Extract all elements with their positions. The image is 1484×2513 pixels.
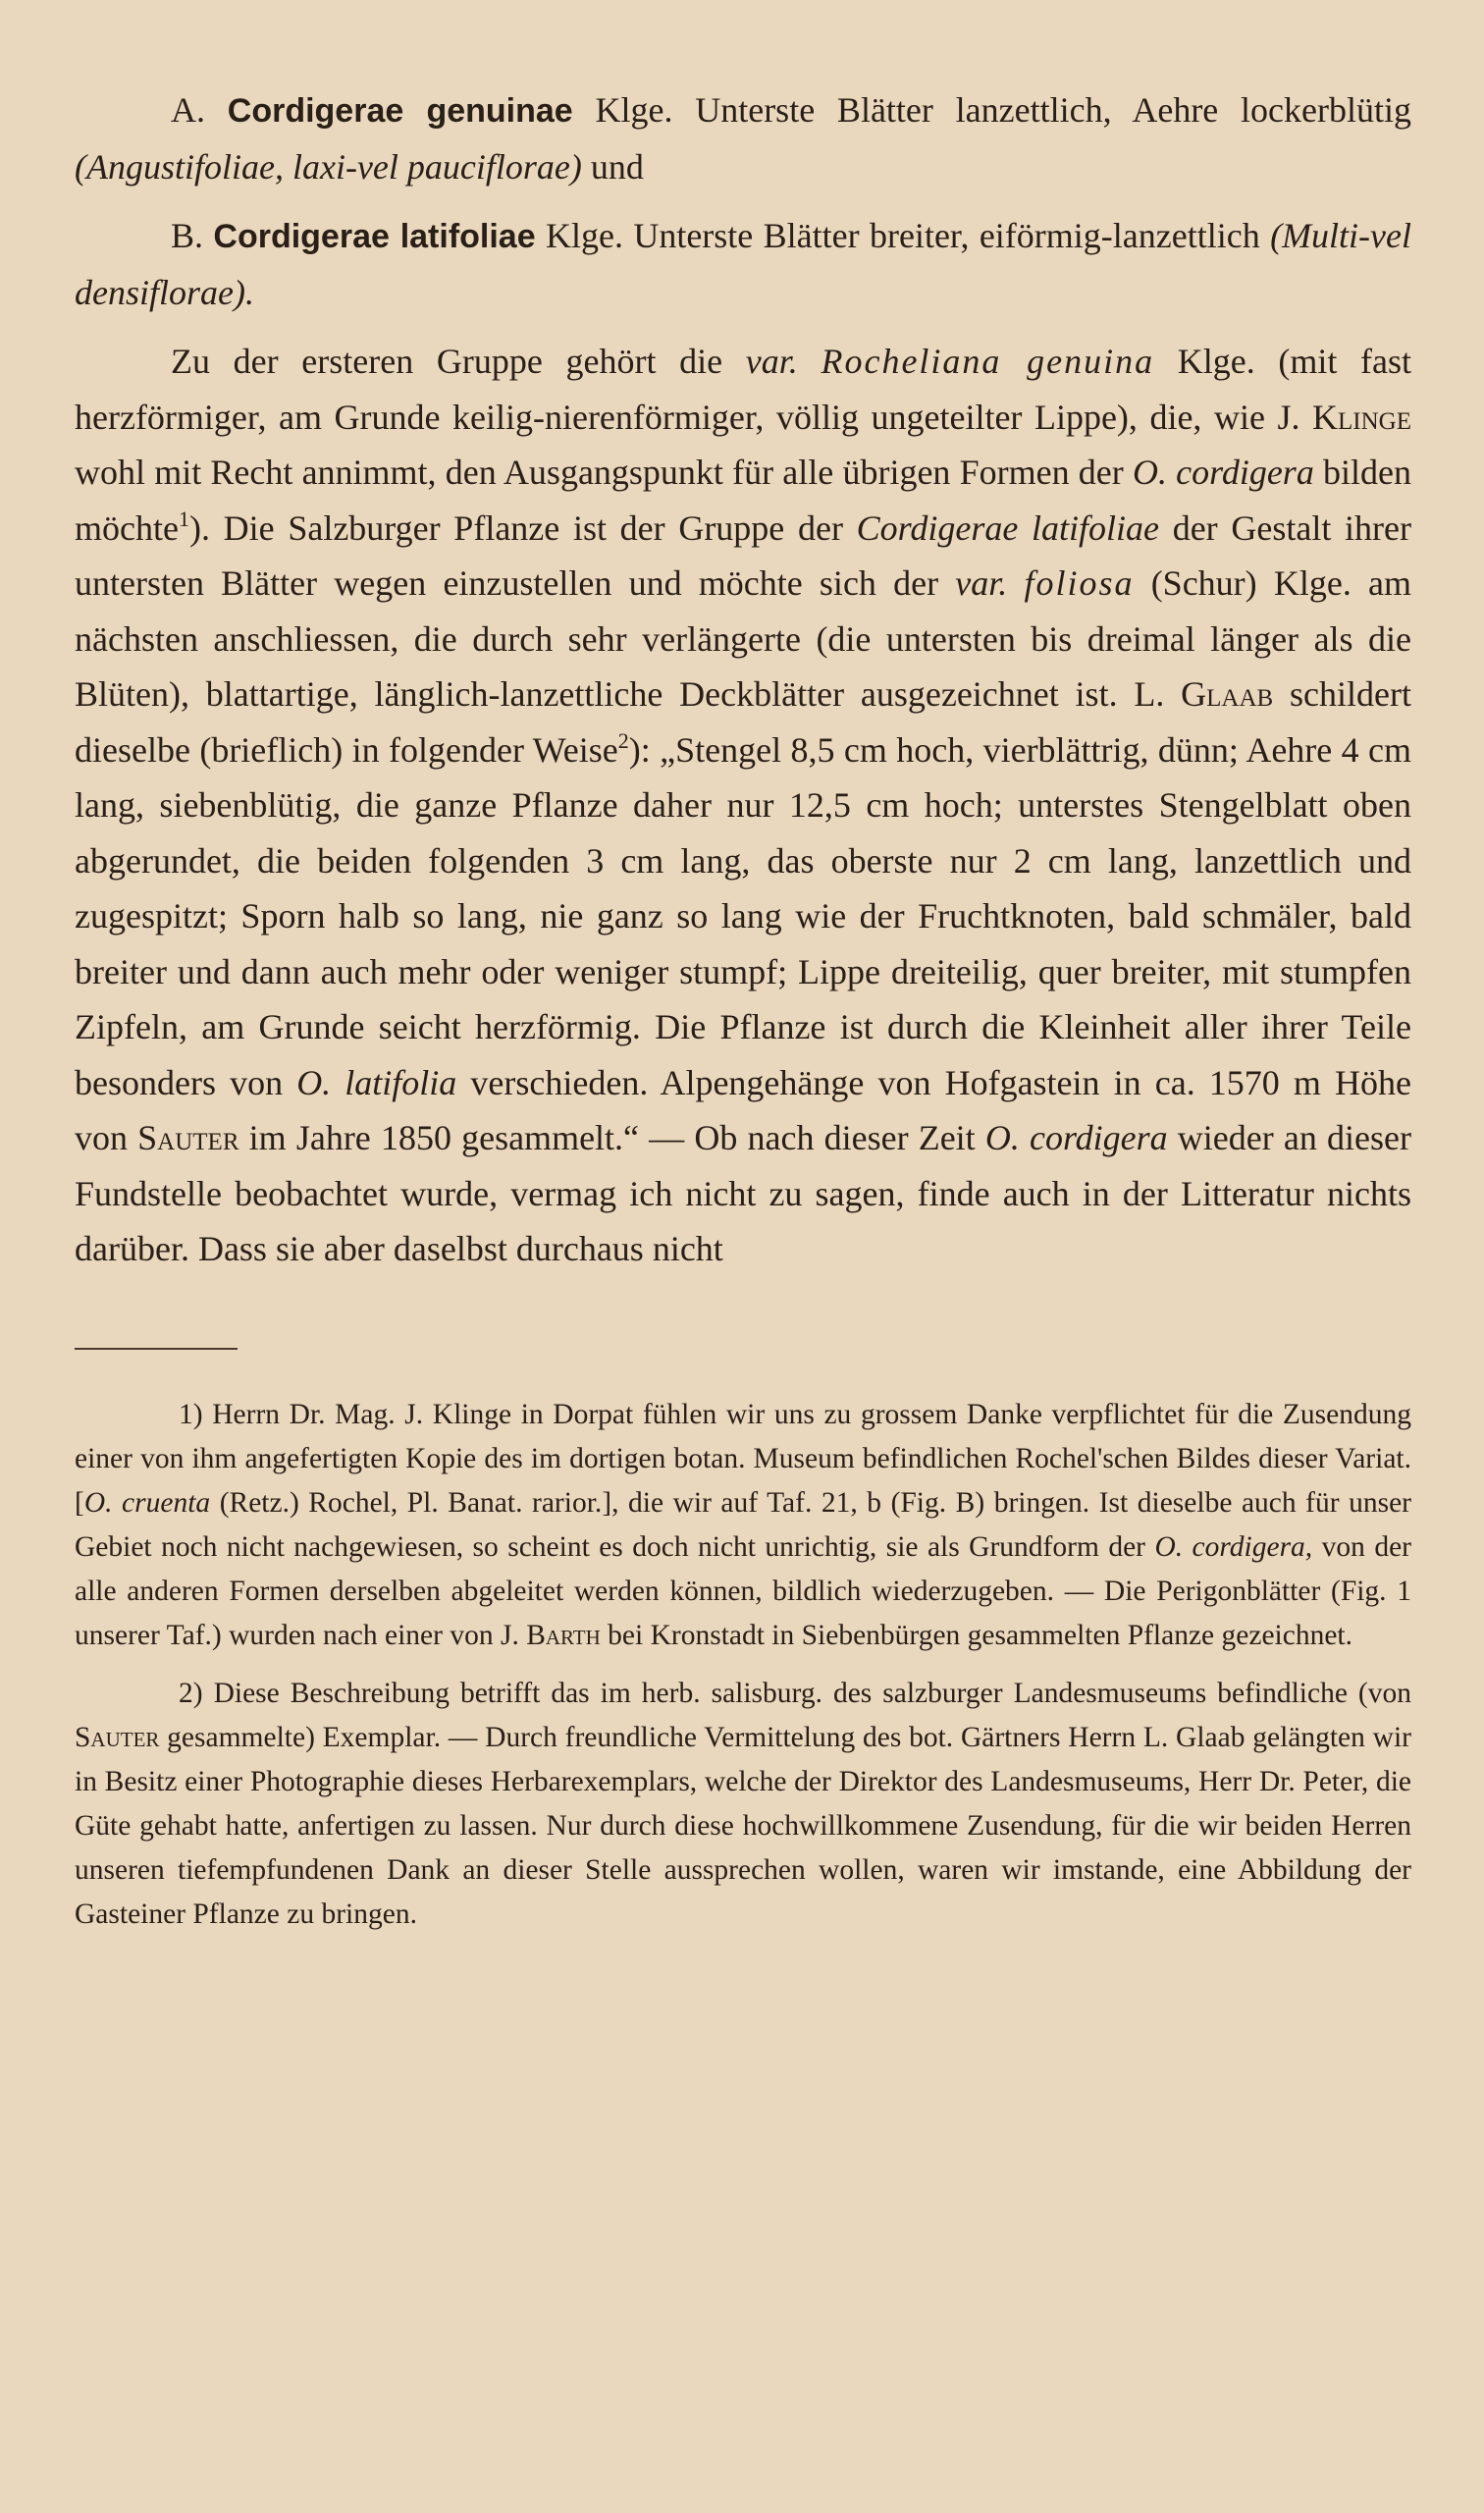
var-abbrev-2: var. — [955, 563, 1008, 603]
main-text-1: Zu der ersteren Gruppe gehört die — [171, 342, 746, 381]
footnotes — [75, 1393, 1411, 1937]
paragraph-b-label: B. — [171, 216, 204, 255]
footnote-ref-2[interactable]: 2 — [617, 727, 629, 753]
species-cordigera-3: O. cordigera, — [1154, 1530, 1313, 1563]
group-name-latifoliae: Cordigerae latifoliae — [213, 218, 536, 255]
group-cordigerae-latifoliae: Cordigerae latifoliae — [856, 508, 1159, 548]
footnote-separator — [75, 1348, 238, 1350]
main-text-9: ): „Stengel 8,5 cm hoch, vierblättrig, dünn; Aehre 4 cm lang, siebenblütig, die ganze Pflanze daher nur 12,5 cm hoch; unterstes Stengelblatt oben abgerundet, die beiden folgenden 3 cm lang, das oberste nur 2 cm lang, lanzettlich und zugespitzt; Sporn halb so lang, nie ganz so lang wie der Fruchtknoten, bald schmäler, bald breiter und dann auch mehr oder weniger stumpf; Lippe dreiteilig, quer breiter, mit stumpfen Zipfeln, am Grunde seicht herzförmig. Die Pflanze ist durch die Kleinheit aller ihrer Teile besonders von — [75, 729, 1412, 1102]
paragraph-b-text: Klge. Unterste Blätter breiter, eiförmig-lanzettlich — [535, 216, 1271, 255]
main-text-3: wohl mit Recht annimmt, den Ausgangspunkt für alle übrigen Formen der — [75, 453, 1133, 492]
main-text-11: im Jahre 1850 gesammelt.“ — Ob nach dieser Zeit — [238, 1118, 985, 1157]
species-cruenta: O. cruenta — [83, 1486, 211, 1519]
footnote-1-text-3: von der alle anderen Formen derselben abgeleitet werden können, bildlich wiederzugeben. — Die Perigonblätter (Fig. 1 unserer Taf.) wurden nach einer von J. — [75, 1530, 1411, 1651]
footnote-2-text-1: 2) Diese Beschreibung betrifft das im herb. salisburg. des salzburger Landesmuseums befindliche (von — [179, 1677, 1411, 1709]
species-latifolia: O. latifolia — [296, 1062, 457, 1102]
footnote-1-text-4: bei Kronstadt in Siebenbürgen gesammelten Pflanze gezeichnet. — [600, 1619, 1353, 1651]
var-abbrev-1: var. — [745, 342, 798, 381]
paragraph-main — [75, 334, 1411, 1277]
paragraph-b-italic: (Multi-vel densiflorae). — [75, 216, 1411, 312]
author-glaab: Glaab — [1181, 674, 1274, 714]
author-barth: Barth — [526, 1619, 601, 1651]
footnote-1-text-1: 1) Herrn Dr. Mag. J. Klinge in Dorpat fühlen wir uns zu grossem Danke verpflichtet für die Zusendung einer von ihm angefertigten Kopie des im dortigen botan. Museum befindlichen Rochel'schen Bildes dieser Variat. [ — [75, 1398, 1411, 1519]
main-text-7: (Schur) Klge. am nächsten anschliessen, die durch sehr verlängerte (die untersten bis dreimal länger als die Blüten), blattartige, länglich-lanzettliche Deckblätter ausgezeichnet ist. L. — [75, 563, 1412, 714]
group-name-genuinae: Cordigerae genuinae — [227, 92, 573, 130]
species-cordigera-1: O. cordigera — [1132, 453, 1314, 492]
paragraph-a — [75, 82, 1411, 194]
species-cordigera-2: O. cordigera — [984, 1118, 1168, 1157]
footnote-1 — [75, 1393, 1411, 1658]
main-text-10: verschieden. Alpengehänge von Hofgastein in ca. 1570 m Höhe von — [75, 1062, 1411, 1157]
main-text-12: wieder an dieser Fundstelle beobachtet wurde, vermag ich nicht zu sagen, finde auch in der Litteratur nichts darüber. Dass sie aber daselbst durchaus nicht — [75, 1118, 1411, 1268]
author-sauter: Sauter — [137, 1118, 239, 1157]
paragraph-b — [75, 208, 1411, 320]
variety-foliosa: foliosa — [1024, 563, 1135, 603]
main-text — [75, 82, 1411, 1277]
footnote-ref-1[interactable]: 1 — [178, 506, 189, 531]
paragraph-a-text: Klge. Unterste Blätter lanzettlich, Aehre lockerblütig — [572, 90, 1411, 130]
footnote-1-text-2: (Retz.) Rochel, Pl. Banat. rarior.], die wir auf Taf. 21, b (Fig. B) bringen. Ist dieselbe auch für unser Gebiet noch nicht nachgewiesen, so scheint es doch nicht unrichtig, sie als Grundform der — [75, 1486, 1411, 1563]
variety-rocheliana: Rocheliana genuina — [821, 342, 1155, 381]
paragraph-a-label: A. — [171, 90, 205, 130]
main-text-2: Klge. (mit fast herzförmiger, am Grunde keilig-nierenförmiger, völlig ungeteilter Lippe), die, wie J. — [75, 342, 1412, 437]
author-klinge: Klinge — [1312, 397, 1411, 437]
author-sauter-2: Sauter — [75, 1721, 160, 1753]
main-text-6: der Gestalt ihrer untersten Blätter wegen einzustellen und möchte sich der — [75, 508, 1411, 603]
main-text-8: schildert dieselbe (brieflich) in folgender Weise — [75, 674, 1411, 770]
paragraph-a-italic: (Angustifoliae, laxi-vel pauciflorae) — [75, 146, 582, 187]
paragraph-a-text-end: und — [581, 146, 644, 187]
footnote-2-text-2: gesammelte) Exemplar. — Durch freundliche Vermittelung des bot. Gärtners Herrn L. Glaab gelängten wir in Besitz einer Photographie dieses Herbarexemplars, welche der Direktor des Landesmuseums, Herr Dr. Peter, die Güte gehabt hatte, anfertigen zu lassen. Nur durch diese hochwillkommene Zusendung, für die wir beiden Herren unseren tiefempfundenen Dank an dieser Stelle aussprechen wollen, waren wir imstande, eine Abbildung der Gasteiner Pflanze zu bringen. — [75, 1721, 1411, 1930]
main-text-5: ). Die Salzburger Pflanze ist der Gruppe der — [188, 508, 857, 548]
footnote-2 — [75, 1672, 1411, 1937]
main-text-4: bilden möchte — [75, 453, 1412, 548]
